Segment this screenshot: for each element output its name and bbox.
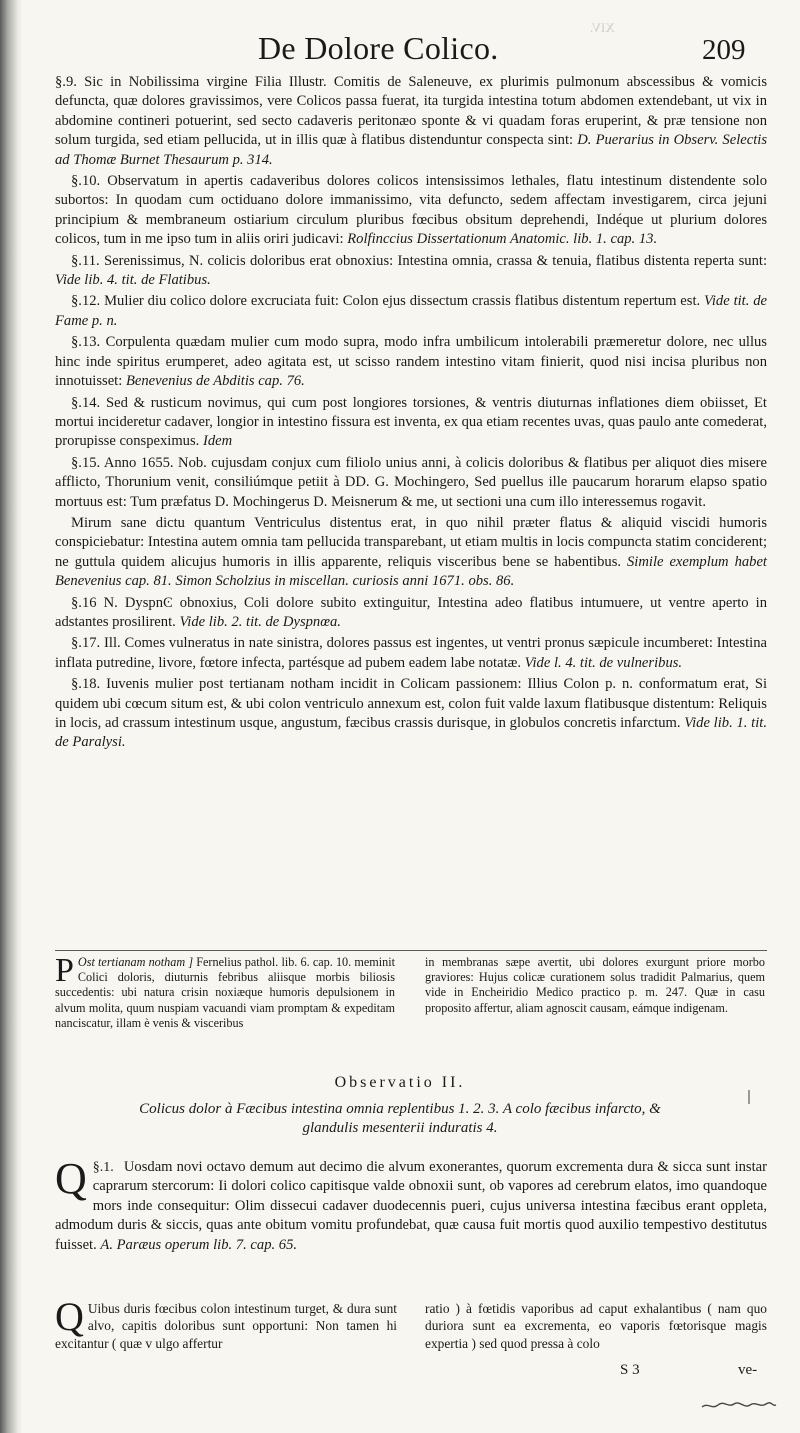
- section-reference: Vide lib. 2. tit. de Dyspnœa.: [179, 613, 341, 630]
- section-text: Iuvenis mulier post tertianam notham incidit in Colicam passionem: Illius Colon p. n. conformatum erat, Si quidem ubi cœcum situm est, & ubi colon ventriculo annexum est, colon fuit valde laxum flatibusque distentum: Reliquis in locis, ad crassum intestinum usque, angustum, fæcibus crassis durisque, in globulos concretis infarctum.: [55, 676, 767, 731]
- section-paragraph: [55, 675, 767, 753]
- section-text: Sed & rusticum novimus, qui cum post longiores torsiones, & ventris diuturnas inflationes diem obiisset, Et mortui incideretur cadaver, longior in intestino fissura est inventa, ex qua etiam recentes uvas, quas paulo ante comederat, prorupisse conspeximus.: [55, 394, 767, 450]
- section-number: §.18.: [71, 676, 101, 693]
- page-number: 209: [702, 34, 746, 66]
- section-text: Uosdam novi octavo demum aut decimo die alvum exonerantes, quorum excrementa dura & sicca sunt instar caprarum stercorum: Ii dolori colico capitisque valde obnoxii sunt, ob vapores ad cerebrum elatos, imo quandoque mors inde consequitur: Olim dissecui cadaver duodecennis pueri, cujus universa intestina fæcibus erant oppleta, admodum duris & siccis, quas ante obitum vomitu profundebat, quæ causa fuit mortis quod auxilio tempestivo destitutus fuisset.: [55, 1159, 767, 1253]
- bleed-through-text: XIV.: [590, 20, 615, 35]
- footnote-text-right: in membranas sæpe avertit, ubi dolores exurgunt priore morbo graviores: Hujus colicæ curationem solus tradidit Palmarius, quem vide in Encheiridio Medico practico p. m. 247. Quæ in casu proposito affertur, aliam agnoscit causam, eámque indigenam.: [425, 955, 765, 1015]
- drop-capital: Q: [55, 1154, 87, 1203]
- column-left: [55, 1294, 397, 1352]
- section-text: Corpulenta quædam mulier cum modo supra, modo infra umbilicum intolerabili præmeretur dolore, nec ullus hinc inde spiritus erumperet, adeo agitata est, ut scisso randem intestino vitam finierit, quod nisi incisa pluribus non innotuisset:: [55, 334, 767, 390]
- section-reference: Rolfinccius Dissertationum Anatomic. lib. 1. cap. 13.: [347, 231, 658, 248]
- footnote-right-column: [425, 955, 765, 1016]
- section-paragraph: [55, 172, 767, 250]
- section-paragraph: [55, 394, 767, 452]
- section-number: §.13.: [71, 334, 101, 351]
- footnote-text-left: Fernelius pathol. lib. 6. cap. 10. meminit Colici doloris, diuturnis febribus aliisque morbis biliosis succedentis: ubi natura crisin noxiæque humoris depulsionem in alvum molita, quum nuspiam vacuandi viam promptam & expeditam nanciscatur, illam è venis & visceribus: [55, 955, 395, 1030]
- running-head: De Dolore Colico.: [258, 30, 499, 66]
- column-right: [425, 1300, 767, 1352]
- section-number: §.16: [71, 594, 97, 611]
- section-reference: Benevenius de Abditis cap. 76.: [125, 373, 305, 390]
- section-paragraph: [55, 292, 767, 331]
- section-paragraph: [55, 252, 767, 291]
- observation-section-1: [55, 1154, 767, 1255]
- section-number: §.12.: [71, 293, 101, 310]
- section-reference: Vide tit. de Fame p. n.: [55, 293, 768, 329]
- section-number: §.15.: [71, 454, 101, 471]
- handwritten-scribble: [700, 1398, 778, 1412]
- section-paragraph: [55, 594, 767, 633]
- section-paragraph: [55, 634, 767, 673]
- section-number: §.10.: [71, 173, 101, 190]
- section-text: Observatum in apertis cadaveribus dolores colicos intensissimos lethales, flatu intestinum distendente solo subortos: In quodam cum octiduano dolore immanissimo, vita defuncto, sedem affectam investigarem, circa jejuni principium & membraneum ostiarium circulum pluribus fœcibus obsitum deprehendi, Indéque ut plurium dolores colicos, tum in me ipso tum in aliis oriri judicavi:: [55, 173, 767, 248]
- section-number: §.11.: [71, 252, 100, 269]
- section-text: Mirum sane dictu quantum Ventriculus distentus erat, in quo nihil præter flatus & aliquid viscidi humoris conspiciebatur: Intestina autem omnia tam pellucida transparebant, ut etiam multis in locis compuncta statim conciderent; ne guttula quidem alicujus humoris in illis apparente, reliquis visceribus bene se habentibus.: [55, 514, 767, 570]
- section-text: Anno 1655. Nob. cujusdam conjux cum filiolo unius anni, à colicis doloribus & flatibus per aliquot dies misere afflicto, Thorunium venit, consiliúmque petiit à DD. G. Mochingero, Sed puellus ille paucarum horarum elapso spatio mortuus est: Tum præfatus D. Mochingerus D. Meisnerum & me, ut sectioni una cum illo interessemus rogavit.: [55, 454, 767, 510]
- section-paragraph: [55, 514, 767, 592]
- margin-mark: [748, 1090, 750, 1104]
- section-reference: Simile exemplum habet Benevenius cap. 81. Simon Scholzius in miscellan. curiosis anni 1671. obs. 86.: [55, 553, 767, 590]
- section-reference: Vide lib. 1. tit. de Paralysi.: [55, 715, 767, 751]
- section-paragraph: [55, 73, 767, 170]
- footnote-lemma: Ost tertianam notham ]: [77, 955, 194, 969]
- section-text: Sic in Nobilissima virgine Filia Illustr. Comitis de Saleneuve, ex plurimis pulmonum abscessibus & vomicis defuncta, quæ dolores gravissimos, vere Colicos passa fuerat, ita turgida intestina totum abdomen extendebant, ut vix in abdomine contineri potuerint, sed secto cadaveris peritonæo sponte & vi quadam foras eruperint, & præ tensione non solum turgida, sed etiam pellucida, ut in illis quæ à flatibus distenduntur conspecta sint:: [55, 74, 767, 149]
- column-left-text: Uibus duris fœcibus colon intestinum turget, & dura sunt alvo, capitis doloribus sunt opportuni: Non tamen hi excitantur ( quæ v ulgo affertur: [55, 1301, 397, 1351]
- section-text: Mulier diu colico dolore excruciata fuit: Colon ejus dissectum crassis flatibus distentum repertum est.: [104, 293, 701, 310]
- section-number: §.17.: [71, 635, 101, 652]
- section-paragraph: [55, 333, 767, 391]
- section-reference: Vide l. 4. tit. de vulneribus.: [524, 654, 683, 671]
- section-text: Ill. Comes vulneratus in nate sinistra, dolores passus est ingentes, ut ventri pronus sæpicule incumberet: Intestina inflata putredine, livore, fœtore infecta, partésque ad pubem eadem labe notatæ.: [55, 635, 767, 671]
- binding-gutter: [0, 0, 22, 1433]
- drop-capital: Q: [55, 1294, 84, 1339]
- section-text: N. DyspnϾ obnoxius, Coli dolore subito extinguitur, Intestina adeo flatibus intumuere, ut ventre aperto in adstantes prosilirent.: [55, 594, 767, 630]
- section-reference: Idem: [202, 433, 233, 450]
- note-rule: [55, 950, 767, 951]
- section-paragraph: [55, 454, 767, 512]
- section-text: Serenissimus, N. colicis doloribus erat obnoxius: Intestina omnia, crassa & tenuia, flatibus distenta reperta sunt:: [104, 252, 767, 269]
- section-number: §.1.: [92, 1160, 114, 1175]
- footnote-left-column: [55, 952, 395, 1031]
- section-number: §.9.: [55, 74, 77, 90]
- column-right-text: ratio ) à fœtidis vaporibus ad caput exhalantibus ( nam quo duriora sunt ea excrementa, eo vaporis fœtorisque magis expertia ) sed quod pressa à colo: [425, 1301, 767, 1351]
- signature-mark: S 3: [620, 1362, 640, 1378]
- observation-heading: Observatio II.: [334, 1074, 466, 1091]
- main-text: [55, 73, 767, 755]
- section-number: §.14.: [71, 394, 101, 411]
- drop-capital: P: [55, 952, 74, 989]
- observation-summary: Colicus dolor à Fæcibus intestina omnia replentibus 1. 2. 3. A colo fæcibus infarcto, & glandulis mesenterii induratis 4.: [139, 1101, 661, 1136]
- section-reference: D. Puerarius in Observ. Selectis ad Thomæ Burnet Thesaurum p. 314.: [55, 132, 768, 168]
- section-reference: Vide lib. 4. tit. de Flatibus.: [55, 272, 211, 289]
- catchword: ve-: [738, 1362, 758, 1378]
- section-reference: A. Paræus operum lib. 7. cap. 65.: [100, 1236, 298, 1253]
